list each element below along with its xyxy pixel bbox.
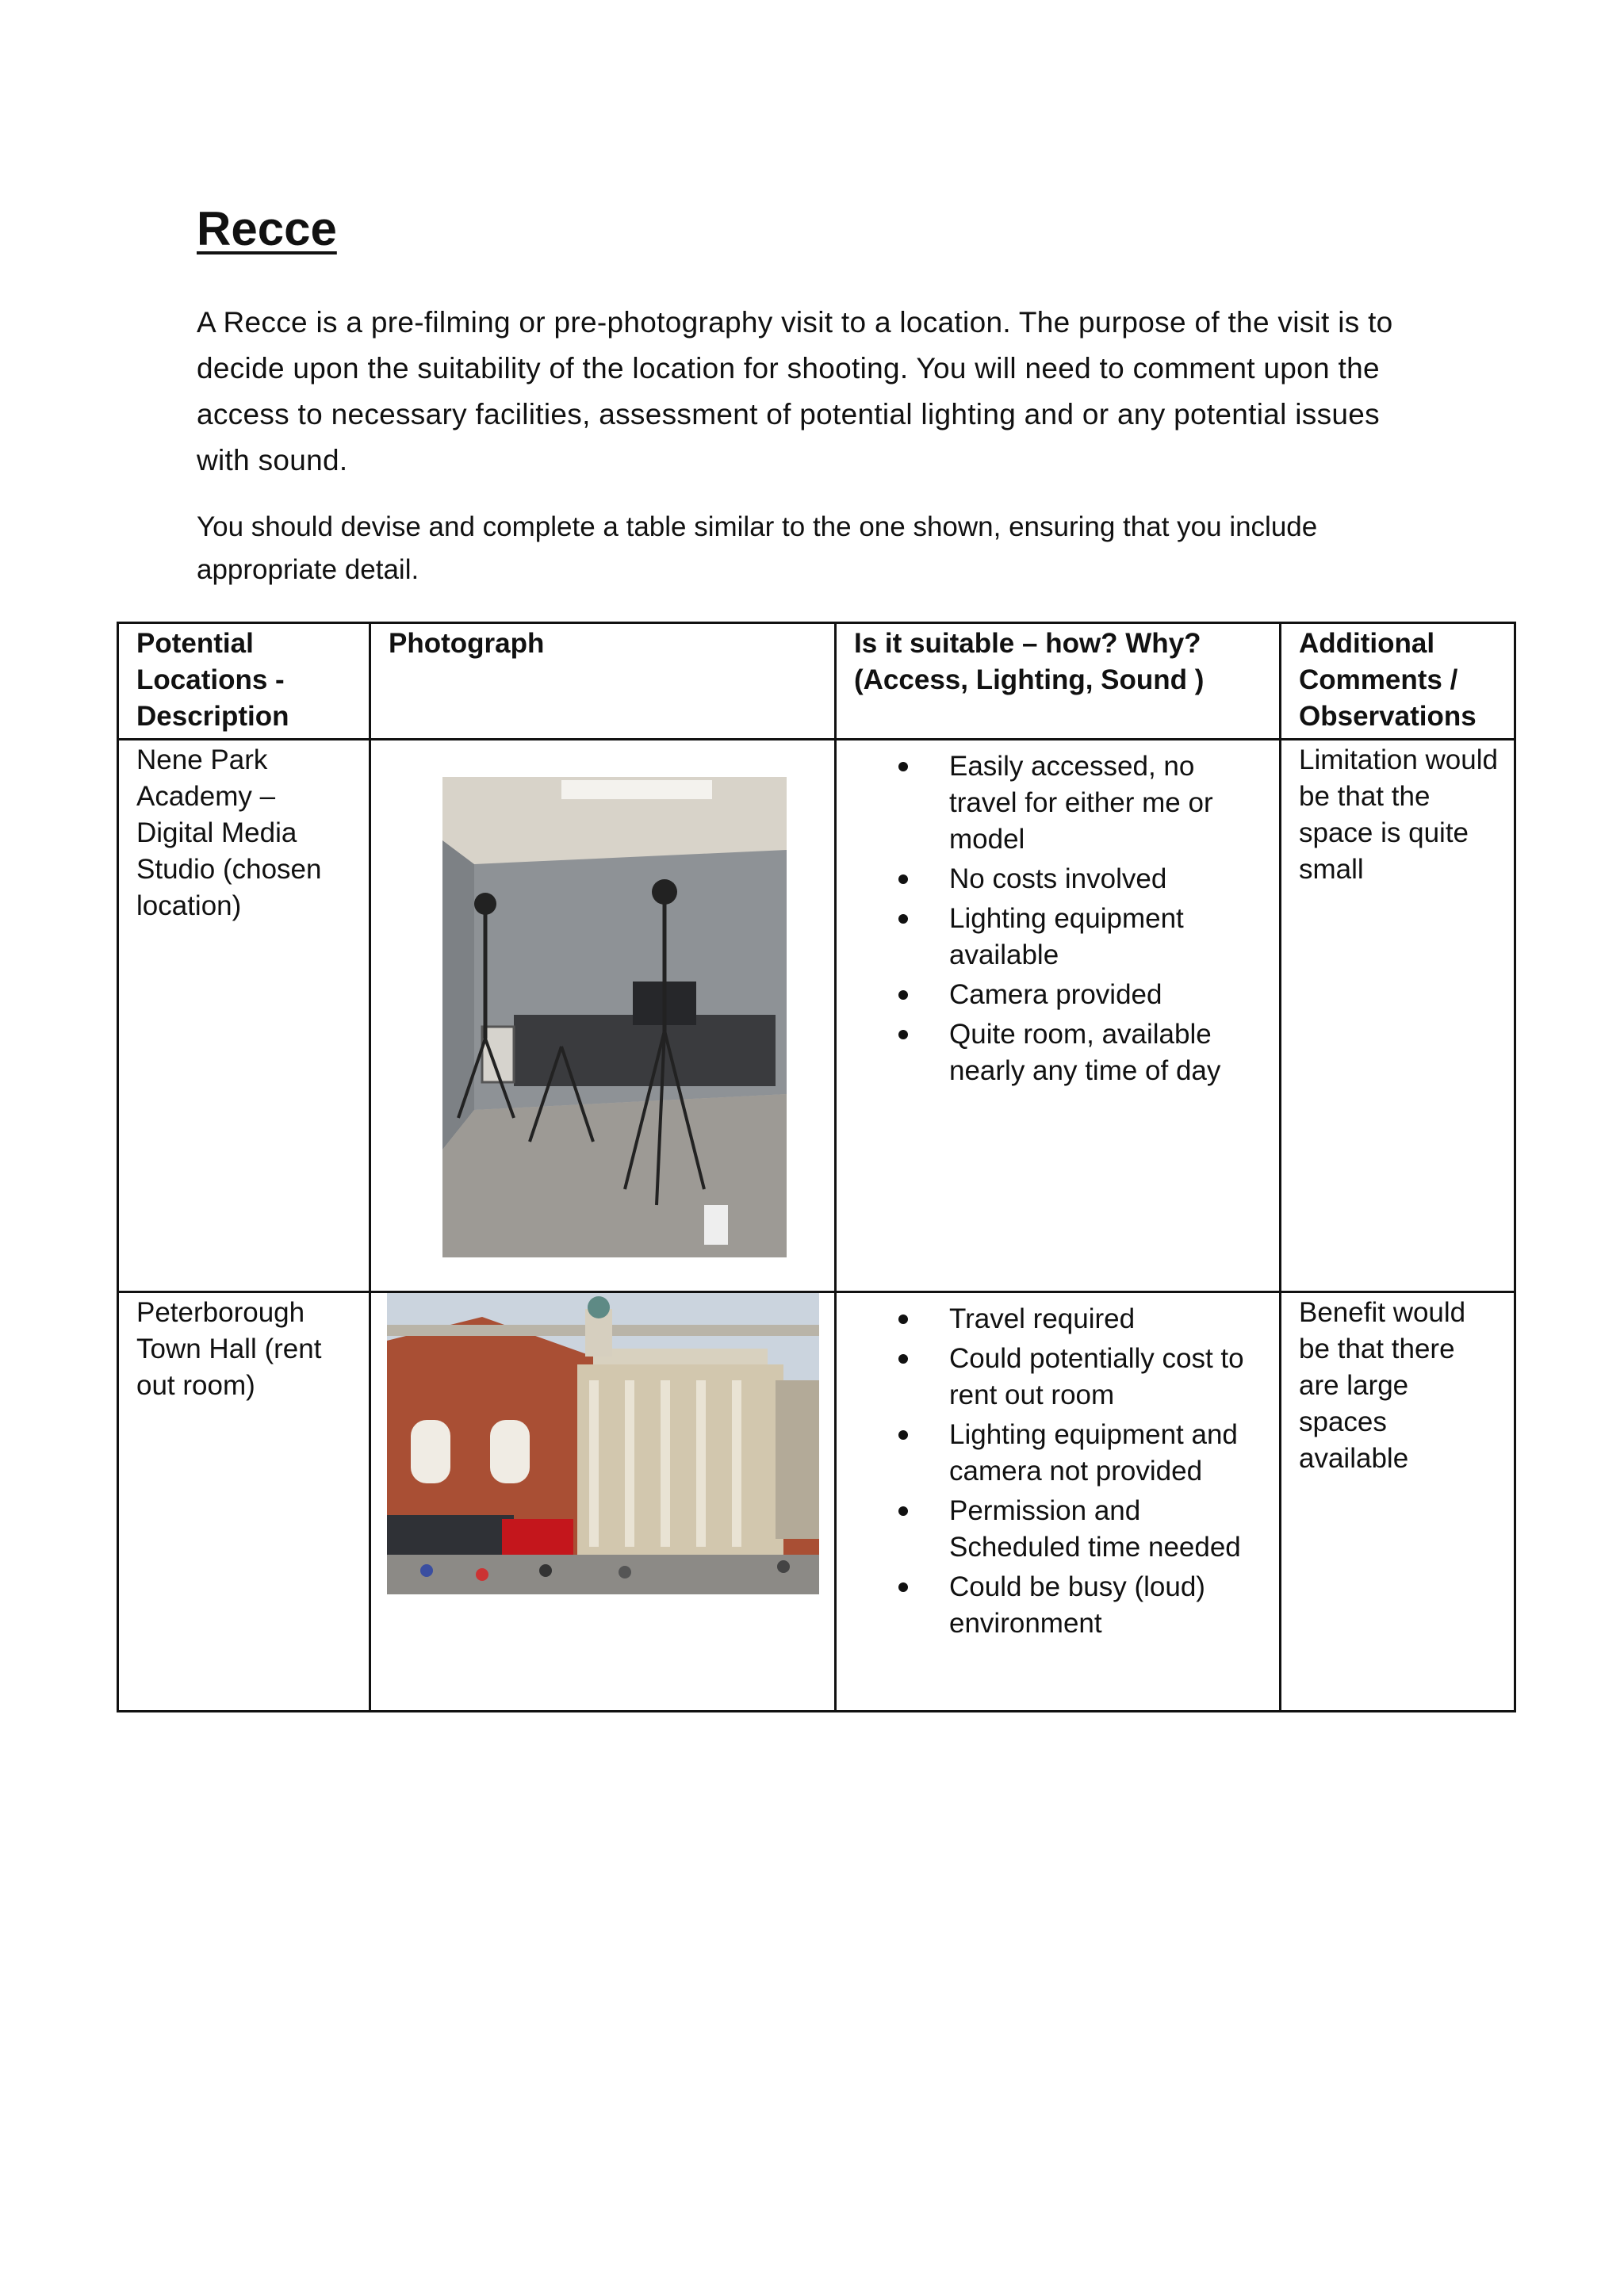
header-location: Potential Locations - Description (118, 623, 370, 740)
studio-photo (442, 777, 787, 1257)
list-item: Lighting equipment and camera not provided (898, 1417, 1265, 1490)
photo-cell (370, 740, 836, 1292)
page-title: Recce (197, 202, 337, 255)
photo-cell (370, 1292, 836, 1712)
suitability-list (854, 1295, 1265, 1642)
comments-cell: Limitation would be that the space is quite small (1281, 740, 1515, 1292)
header-comments: Additional Comments / Observations (1281, 623, 1515, 740)
header-photograph: Photograph (370, 623, 836, 740)
list-item: Travel required (898, 1301, 1265, 1337)
instruction-paragraph: You should devise and complete a table similar to the one shown, ensuring that you include appropriate detail. (197, 511, 1318, 585)
location-cell: Nene Park Academy – Digital Media Studio (chosen location) (118, 740, 370, 1292)
header-suitability: Is it suitable – how? Why? (Access, Lighting, Sound ) (836, 623, 1281, 740)
list-item: Could be busy (loud) environment (898, 1569, 1265, 1642)
list-item: Quite room, available nearly any time of day (898, 1016, 1265, 1089)
list-item: Could potentially cost to rent out room (898, 1341, 1265, 1414)
suitability-cell (836, 740, 1281, 1292)
list-item: Lighting equipment available (898, 901, 1265, 974)
list-item: Permission and Scheduled time needed (898, 1493, 1265, 1566)
list-item: Easily accessed, no travel for either me or model (898, 748, 1265, 858)
list-item: Camera provided (898, 977, 1265, 1013)
location-cell: Peterborough Town Hall (rent out room) (118, 1292, 370, 1712)
table-header-row (118, 623, 1515, 740)
suitability-cell (836, 1292, 1281, 1712)
table-row (118, 740, 1515, 1292)
comments-cell: Benefit would be that there are large spaces available (1281, 1292, 1515, 1712)
intro-paragraph: A Recce is a pre-filming or pre-photography visit to a location. The purpose of the visit is to decide upon the suitability of the location for shooting. You will need to comment upon the access to necessary facilities, assessment of potential lighting and or any potential issues with sound. (197, 306, 1393, 476)
recce-table (117, 622, 1516, 1712)
table-row (118, 1292, 1515, 1712)
suitability-list (854, 742, 1265, 1089)
town-hall-photo (387, 1293, 819, 1594)
list-item: No costs involved (898, 861, 1265, 897)
